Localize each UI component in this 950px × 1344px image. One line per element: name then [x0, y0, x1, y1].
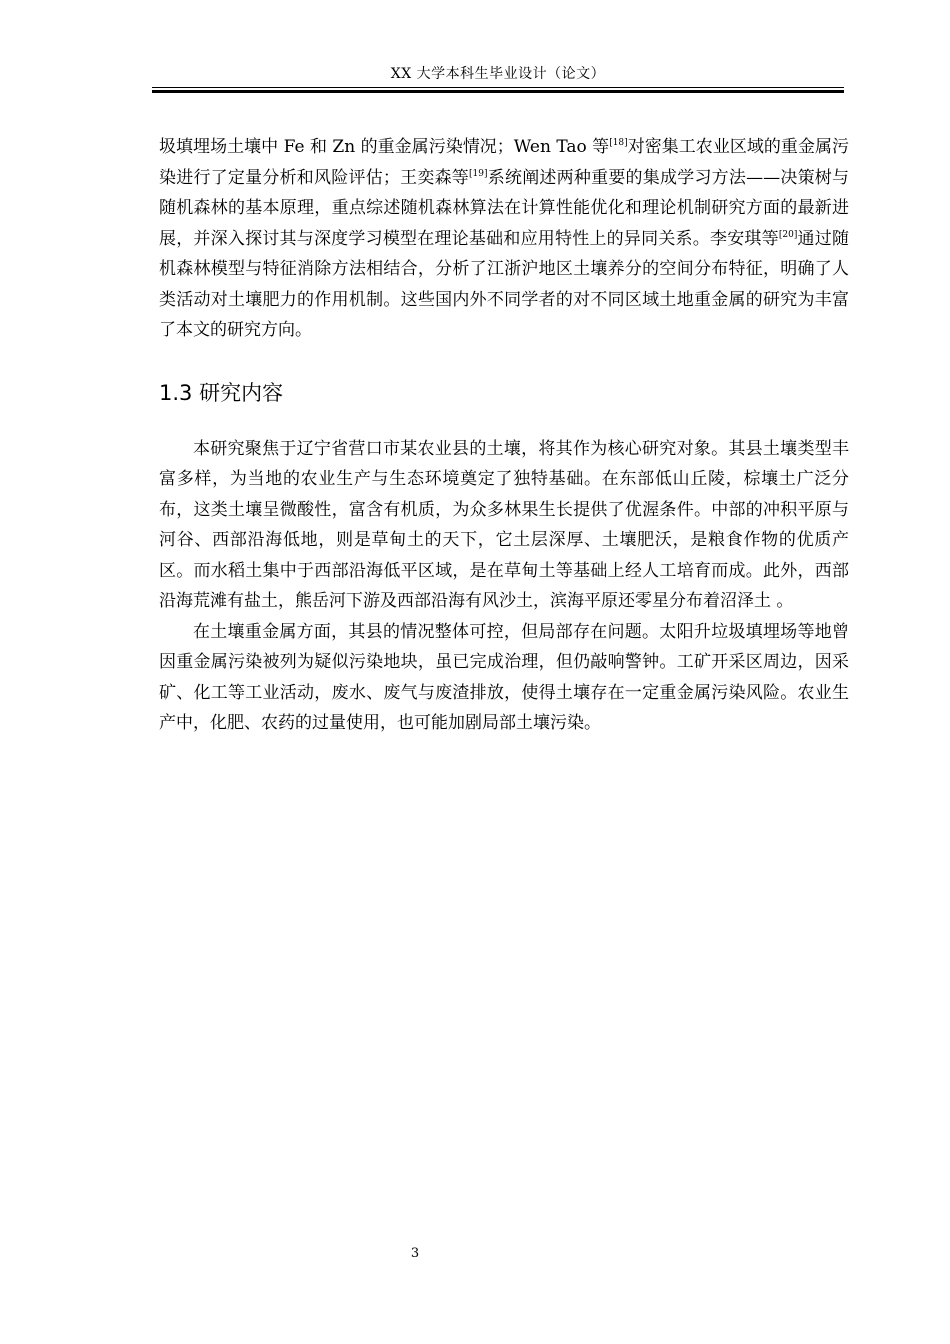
header-rule-thin — [152, 87, 844, 88]
citation-ref: [18] — [609, 138, 628, 148]
paragraph-heavy-metals: 在土壤重金属方面，其县的情况整体可控，但局部存在问题。太阳升垃圾填埋场等地曾因重金属污染被列为疑似污染地块，虽已完成治理，但仍敲响警钟。工矿开采区周边，因采矿、化工等工业活动，废水、废气与废渣排放，使得土壤存在一定重金属污染风险。农业生产中，化肥、农药的过量使用，也可能加剧局部土壤污染。 — [159, 621, 849, 733]
section-heading: 1.3 研究内容 — [159, 380, 284, 405]
paragraph-soil-types: 本研究聚焦于辽宁省营口市某农业县的土壤，将其作为核心研究对象。其县土壤类型丰富多样，为当地的农业生产与生态环境奠定了独特基础。在东部低山丘陵，棕壤土广泛分布，这类土壤呈微酸性，富含有机质，为众多林果生长提供了优渥条件。中部的冲积平原与河谷、西部沿海低地，则是草甸土的天下，它土层深厚、土壤肥沃，是粮食作物的优质产区。而水稻土集中于西部沿海低平区域，是在草甸土等基础上经人工培育而成。此外，西部沿海荒滩有盐土，熊岳河下游及西部沿海有风沙土，滨海平原还零星分布着沼泽土 。 — [159, 438, 849, 611]
document-header: XX 大学本科生毕业设计（论文） — [390, 66, 606, 82]
paragraph-text: 圾填埋场土壤中 Fe 和 Zn 的重金属污染情况；Wen Tao 等 — [159, 137, 610, 157]
paragraph-text: 系统阐述两种重要的集成学习方法——决策树与随机森林的基本原理，重点综述随机森林算法在计算性能优化和理论机制研究方面的最新进展，并深入探讨其与深度学习模型在理论基础和应用特性上的异同关系。李安琪等 — [159, 167, 850, 249]
header-rule-thick — [152, 90, 844, 93]
paragraph-literature-review — [159, 132, 849, 346]
citation-ref: [20] — [778, 229, 798, 240]
page-content — [159, 132, 849, 739]
page-number: 3 — [410, 1246, 420, 1261]
citation-ref: [19] — [469, 168, 488, 179]
paragraph-text: 通过随机森林模型与特征消除方法相结合，分析了江浙沪地区土壤养分的空间分布特征，明确了人类活动对土壤肥力的作用机制。这些国内外不同学者的对不同区域土地重金属的研究为丰富了本文的研究方向。 — [159, 228, 849, 340]
paragraph-text: 对密集工农业区域的重金属污染进行了定量分析和风险评估；王奕森等 — [159, 137, 849, 188]
